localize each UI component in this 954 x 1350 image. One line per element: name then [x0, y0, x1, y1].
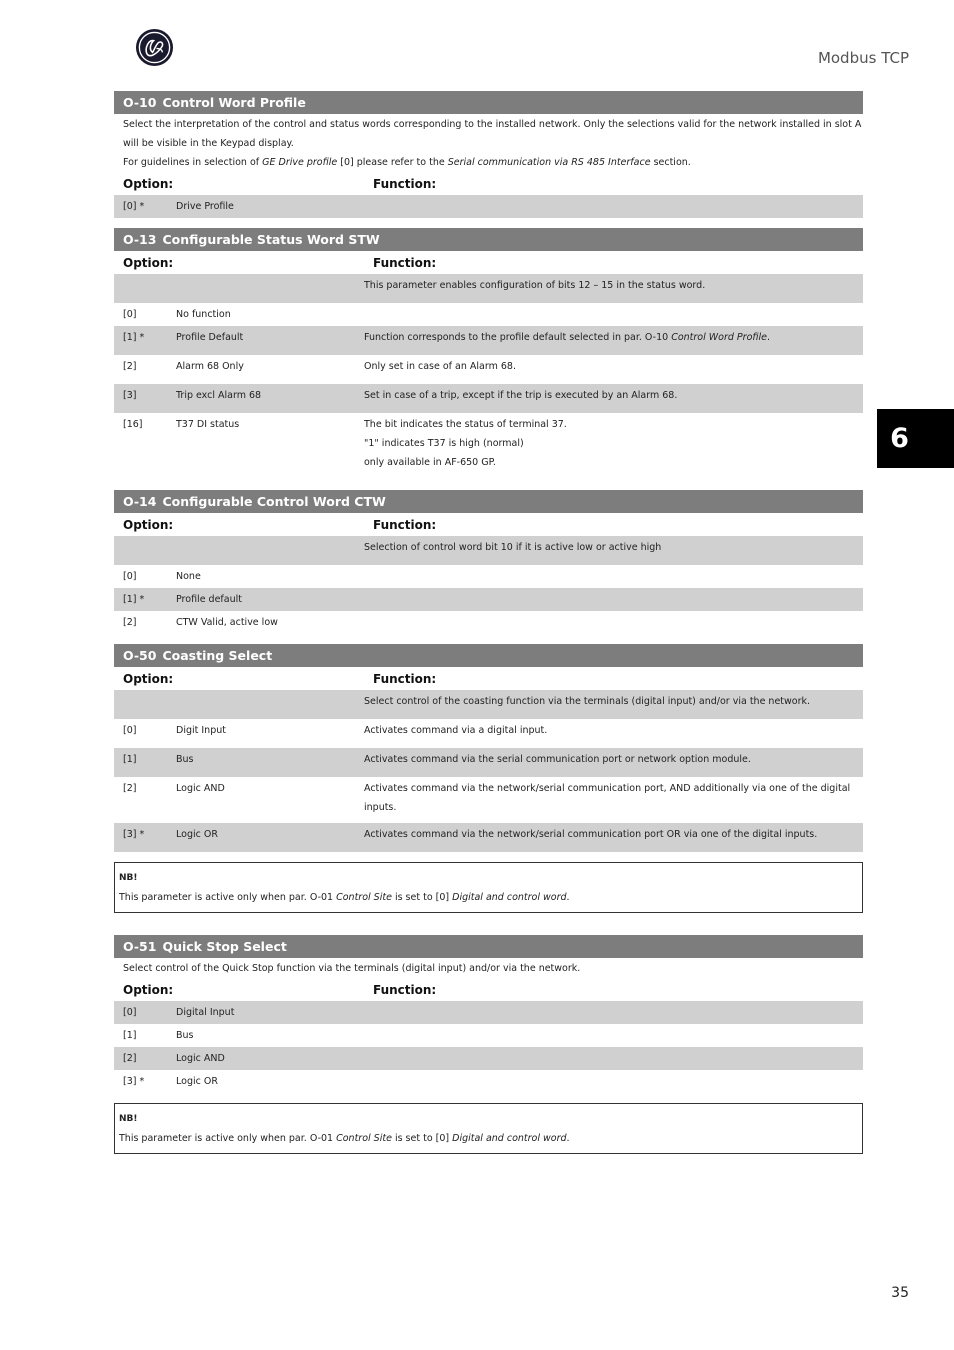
table-row — [114, 303, 863, 326]
description-text: For guidelines in selection of GE Drive profile [0] please refer to the Serial communication via RS 485 Interface section. — [123, 157, 691, 168]
option-function: Set in case of a trip, except if the trip is executed by an Alarm 68. — [364, 390, 678, 401]
option-function-header — [114, 172, 863, 195]
option-code: [0] — [123, 309, 137, 320]
table-row — [114, 565, 863, 588]
table-row — [114, 413, 863, 476]
param-title: Configurable Status Word STW — [162, 232, 380, 247]
note-text: This parameter is active only when par. O-01 Control Site is set to [0] Digital and control word. — [119, 1133, 570, 1144]
option-function-header — [114, 667, 863, 690]
option-name: Logic AND — [176, 1053, 225, 1064]
option-function: Activates command via the network/serial communication port OR via one of the digital inputs. — [364, 829, 818, 840]
option-function: Function corresponds to the profile default selected in par. O-10 Control Word Profile. — [364, 332, 771, 343]
option-code: [0] — [123, 725, 137, 736]
option-name — [176, 692, 364, 711]
option-function: Activates command via the network/serial communication port, AND additionally via one of the digital inputs. — [364, 783, 851, 813]
option-code: [1] — [123, 1030, 137, 1041]
section-header — [114, 490, 863, 513]
option-function-header — [114, 251, 863, 274]
section-o50 — [114, 644, 863, 852]
option-function — [364, 197, 863, 216]
option-name: No function — [176, 309, 231, 320]
section-description — [114, 114, 863, 172]
option-code: [3] — [123, 390, 137, 401]
option-code: [16] — [123, 419, 143, 430]
option-name: Logic AND — [176, 783, 225, 794]
page-content — [114, 91, 863, 1166]
option-code — [114, 276, 176, 295]
ge-logo — [135, 28, 174, 67]
section-o14 — [114, 490, 863, 634]
table-row — [114, 195, 863, 218]
table-row — [114, 748, 863, 777]
option-function: This parameter enables configuration of bits 12 – 15 in the status word. — [364, 280, 706, 291]
option-name: Profile Default — [176, 332, 244, 343]
option-label: Option: — [123, 176, 174, 191]
option-function: Only set in case of an Alarm 68. — [364, 361, 516, 372]
option-code — [114, 538, 176, 557]
option-name: Bus — [176, 754, 194, 765]
table-row — [114, 690, 863, 719]
option-name: Drive Profile — [176, 201, 234, 212]
option-function: Activates command via the serial communication port or network option module. — [364, 754, 751, 765]
table-row — [114, 326, 863, 355]
param-number: O-51 — [123, 939, 157, 954]
section-header — [114, 228, 863, 251]
option-name: T37 DI status — [176, 419, 240, 430]
option-name: CTW Valid, active low — [176, 617, 278, 628]
option-code: [0] — [123, 1007, 137, 1018]
section-header — [114, 935, 863, 958]
option-name: Bus — [176, 1030, 194, 1041]
option-function — [364, 567, 863, 586]
function-label: Function: — [373, 517, 437, 532]
option-name — [176, 538, 364, 557]
param-title: Control Word Profile — [162, 95, 306, 110]
option-function: The bit indicates the status of terminal 37. "1" indicates T37 is high (normal) only available in AF-650 GP. — [364, 419, 567, 468]
table-row — [114, 1024, 863, 1047]
function-label: Function: — [373, 176, 437, 191]
function-label: Function: — [373, 255, 437, 270]
option-function — [364, 1049, 863, 1068]
chapter-tab: 6 — [877, 409, 954, 468]
option-label: Option: — [123, 517, 174, 532]
note-box — [114, 862, 863, 913]
option-function — [364, 590, 863, 609]
function-label: Function: — [373, 671, 437, 686]
table-row — [114, 274, 863, 303]
option-code: [1] * — [123, 332, 145, 343]
param-title: Configurable Control Word CTW — [162, 494, 386, 509]
option-name: Digital Input — [176, 1007, 235, 1018]
param-number: O-10 — [123, 95, 157, 110]
option-code: [2] — [123, 783, 137, 794]
option-code: [3] * — [123, 829, 145, 840]
option-label: Option: — [123, 671, 174, 686]
option-name: Profile default — [176, 594, 242, 605]
description-text: Select the interpretation of the control and status words corresponding to the installed network. Only the selections valid for the network installed in slot A will be visible in the Keypad display. — [123, 119, 862, 149]
option-function — [364, 1003, 863, 1022]
note-label: NB! — [119, 873, 138, 883]
note-box — [114, 1103, 863, 1154]
option-code: [2] — [123, 617, 137, 628]
option-code: [2] — [123, 1053, 137, 1064]
option-name: Alarm 68 Only — [176, 361, 244, 372]
option-function — [364, 613, 863, 632]
param-number: O-13 — [123, 232, 157, 247]
note-label: NB! — [119, 1114, 138, 1124]
table-row — [114, 384, 863, 413]
table-row — [114, 536, 863, 565]
table-row — [114, 823, 863, 852]
option-function-header — [114, 978, 863, 1001]
table-row — [114, 1070, 863, 1093]
section-header — [114, 91, 863, 114]
option-code: [0] * — [123, 201, 145, 212]
option-name — [176, 276, 364, 295]
table-row — [114, 588, 863, 611]
table-row — [114, 777, 863, 823]
param-number: O-14 — [123, 494, 157, 509]
section-description: Select control of the Quick Stop function via the terminals (digital input) and/or via the network. — [123, 963, 581, 974]
option-function-header — [114, 513, 863, 536]
option-label: Option: — [123, 982, 174, 997]
option-code: [2] — [123, 361, 137, 372]
option-name: None — [176, 571, 201, 582]
option-function — [364, 305, 863, 324]
option-name: Trip excl Alarm 68 — [176, 390, 262, 401]
option-code — [114, 692, 176, 711]
option-code: [1] — [123, 754, 137, 765]
function-label: Function: — [373, 982, 437, 997]
section-header — [114, 644, 863, 667]
note-text: This parameter is active only when par. O-01 Control Site is set to [0] Digital and control word. — [119, 892, 570, 903]
section-o51 — [114, 935, 863, 1093]
option-label: Option: — [123, 255, 174, 270]
page-number: 35 — [891, 1285, 909, 1301]
param-title: Quick Stop Select — [162, 939, 287, 954]
option-code: [1] * — [123, 594, 145, 605]
table-row — [114, 1047, 863, 1070]
table-row — [114, 1001, 863, 1024]
option-function: Activates command via a digital input. — [364, 725, 548, 736]
section-o13 — [114, 228, 863, 476]
option-function — [364, 1026, 863, 1045]
table-row — [114, 719, 863, 748]
table-row — [114, 611, 863, 634]
option-function: Selection of control word bit 10 if it is active low or active high — [364, 542, 662, 553]
option-code: [3] * — [123, 1076, 145, 1087]
option-name: Logic OR — [176, 1076, 218, 1087]
param-title: Coasting Select — [162, 648, 273, 663]
section-o10 — [114, 91, 863, 218]
option-code: [0] — [123, 571, 137, 582]
option-name: Digit Input — [176, 725, 226, 736]
option-function: Select control of the coasting function via the terminals (digital input) and/or via the network. — [364, 696, 811, 707]
option-name: Logic OR — [176, 829, 218, 840]
table-row — [114, 355, 863, 384]
option-function — [364, 1072, 863, 1091]
document-title: Modbus TCP — [817, 49, 909, 67]
param-number: O-50 — [123, 648, 157, 663]
